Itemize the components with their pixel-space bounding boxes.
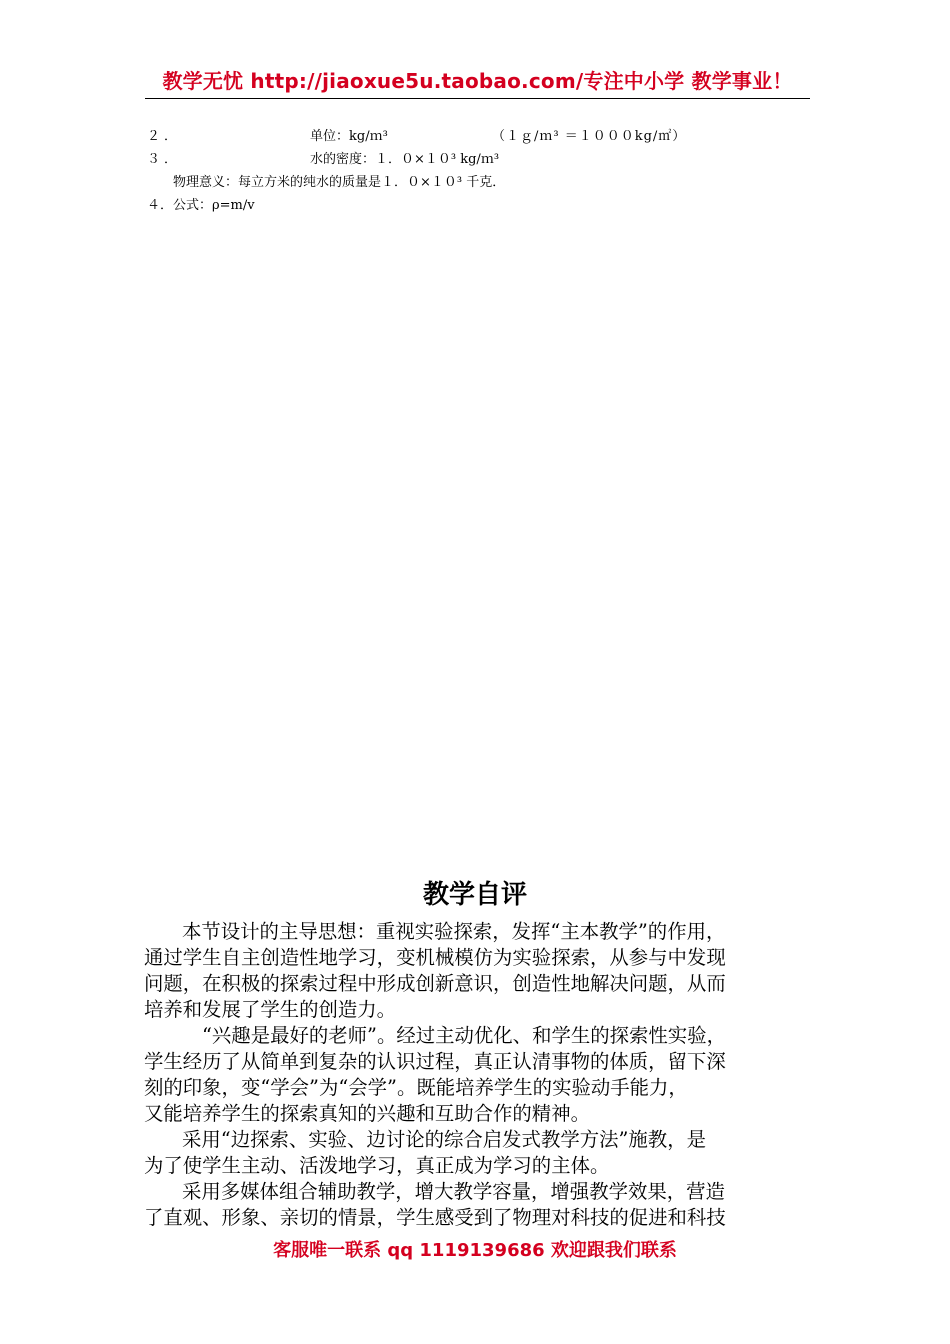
- unit-label: 单位：kg/ｍ³: [310, 129, 388, 144]
- definition-formula-row: [147, 194, 787, 217]
- paragraph-line: “兴趣是最好的老师”。经过主动优化、和学生的探索性实验，: [202, 1024, 726, 1047]
- definition-meaning-row: [147, 171, 787, 194]
- formula-text: ４．公式：ρ=m/v: [147, 198, 255, 213]
- paragraph-line: 培养和发展了学生的创造力。: [144, 998, 397, 1021]
- definition-list: [147, 125, 787, 217]
- section-title: 教学自评: [422, 880, 527, 910]
- paragraph-line: 采用多媒体组合辅助教学，增大教学容量，增强教学效果，营造: [182, 1180, 725, 1203]
- definition-water-density-row: [147, 148, 787, 171]
- paragraph-line: 又能培养学生的探索真知的兴趣和互助合作的精神。: [144, 1102, 590, 1125]
- page-header: [145, 64, 810, 99]
- header-banner-text: 教学无忧 http://jiaoxue5u.taobao.com/专注中小学 教学事业！: [162, 69, 793, 93]
- unit-conversion: （１ｇ/ｍ³ ＝１０００kg/㎡）: [492, 129, 687, 144]
- physical-meaning-text: 物理意义：每立方米的纯水的质量是１．０×１０³ 千克．: [173, 175, 506, 190]
- paragraph-line: 刻的印象，变“学会”为“会学”。既能培养学生的实验动手能力，: [144, 1076, 688, 1099]
- paragraph-line: 了直观、形象、亲切的情景，学生感受到了物理对科技的促进和科技: [144, 1206, 726, 1229]
- water-density-label: 水的密度：１．０×１０³ kg/ｍ³: [310, 152, 500, 167]
- definition-number: ２．: [147, 129, 182, 144]
- self-evaluation-body: [144, 919, 814, 1231]
- definition-number: ３．: [147, 152, 182, 167]
- definition-unit-row: [147, 125, 787, 148]
- paragraph-line: 为了使学生主动、活泼地学习，真正成为学习的主体。: [144, 1154, 610, 1177]
- paragraph-line: 采用“边探索、实验、边讨论的综合启发式教学方法”施教，是: [182, 1128, 706, 1151]
- paragraph-line: 通过学生自主创造性地学习，变机械模仿为实验探索，从参与中发现: [144, 946, 726, 969]
- paragraph-line: 问题，在积极的探索过程中形成创新意识，创造性地解决问题，从而: [144, 972, 726, 995]
- paragraph-line: 学生经历了从简单到复杂的认识过程，真正认清事物的体质，留下深: [144, 1050, 726, 1073]
- paragraph-line: 本节设计的主导思想：重视实验探索，发挥“主本教学”的作用，: [182, 920, 726, 943]
- page-footer: 客服唯一联系 qq 1119139686 欢迎跟我们联系: [273, 1240, 677, 1261]
